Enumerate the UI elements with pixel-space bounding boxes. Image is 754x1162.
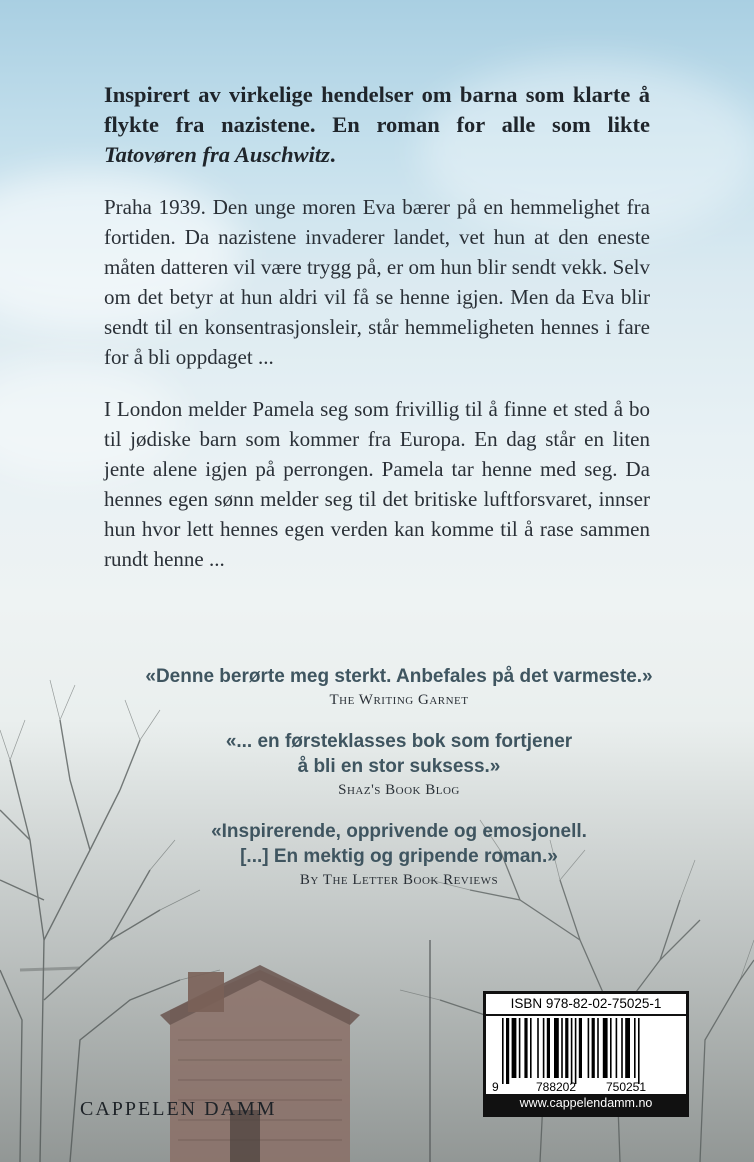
quote-text: [...] En mektig og gripende roman.» — [240, 846, 558, 867]
barcode-bar — [625, 1018, 630, 1078]
barcode-digits: 750251 — [605, 1080, 647, 1094]
quote — [104, 664, 694, 711]
barcode-bar — [565, 1018, 568, 1078]
quote-source: By The Letter Book Reviews — [299, 872, 499, 888]
barcode-bar — [621, 1018, 623, 1078]
barcode-bar — [638, 1018, 640, 1084]
barcode-bar — [512, 1018, 517, 1078]
barcode-bar — [597, 1018, 599, 1078]
barcode-bar — [502, 1018, 504, 1084]
quote-text: «Inspirerende, opprivende og emosjonell. — [211, 821, 587, 842]
barcode-bar — [575, 1018, 577, 1084]
barcode-bar — [634, 1018, 636, 1078]
publisher-url: www.cappelendamm.no — [519, 1096, 653, 1110]
barcode-bar — [519, 1018, 521, 1078]
barcode-bar — [530, 1018, 532, 1078]
barcode-bar — [579, 1018, 582, 1078]
quote-text: å bli en stor suksess.» — [297, 756, 501, 777]
review-quotes — [104, 664, 694, 909]
barcode-bar — [592, 1018, 595, 1078]
quote-text: «Denne berørte meg sterkt. Anbefales på det varmeste.» — [145, 666, 653, 687]
quote — [104, 729, 694, 801]
isbn-number: ISBN 978-82-02-75025-1 — [486, 994, 686, 1014]
barcode-bar — [603, 1018, 608, 1078]
quote — [104, 819, 694, 891]
barcode-bar — [547, 1018, 550, 1078]
barcode-block — [483, 991, 689, 1117]
quote-source: Shaz's Book Blog — [338, 782, 460, 798]
barcode-bar — [610, 1018, 612, 1078]
barcode-bar — [588, 1018, 590, 1078]
quote-source: The Writing Garnet — [329, 692, 469, 708]
barcode — [486, 1016, 686, 1094]
barcode-digits: 788202 — [535, 1080, 577, 1094]
barcode-digits: 9 — [492, 1080, 499, 1094]
intro-text: Inspirert av virkelige hendelser om barna som klarte å flykte fra nazistene. En roman for alle som likte Tatovøren fra Auschwitz. — [104, 82, 650, 167]
book-title-reference: Tatovøren fra Auschwitz — [104, 142, 330, 167]
quote-text: «... en førsteklasses bok som fortjener — [225, 731, 573, 752]
barcode-bar — [524, 1018, 527, 1078]
barcode-bar — [561, 1018, 563, 1078]
barcode-bar — [554, 1018, 559, 1078]
publisher-logo: CAPPELEN DAMM — [80, 1098, 277, 1120]
paragraph-pamela: I London melder Pamela seg som frivillig til å finne et sted å bo til jødiske barn som kommer fra Europa. En dag står en liten jente alene igjen på perrongen. Pamela tar henne med seg. Da hennes egen sønn melder seg til det britiske luftforsvaret, innser hun hvor lett hennes egen verden kan komme til å rase sammen rundt henne ... — [104, 397, 650, 571]
barcode-bar — [543, 1018, 545, 1078]
barcode-bar — [616, 1018, 618, 1078]
paragraph-eva: Praha 1939. Den unge moren Eva bærer på en hemmelighet fra fortiden. Da nazistene invaderer landet, vet hun at den eneste måten datteren vil være trygg på, er om hun blir sendt vekk. Selv om det betyr at hun aldri vil få se henne igjen. Men da Eva blir sendt til en konsentrasjonsleir, står hemmeligheten hennes i fare for å bli oppdaget ... — [104, 195, 650, 369]
barcode-bar — [537, 1018, 539, 1078]
main-text — [104, 80, 650, 574]
barcode-bar — [506, 1018, 509, 1084]
barcode-bar — [571, 1018, 573, 1084]
